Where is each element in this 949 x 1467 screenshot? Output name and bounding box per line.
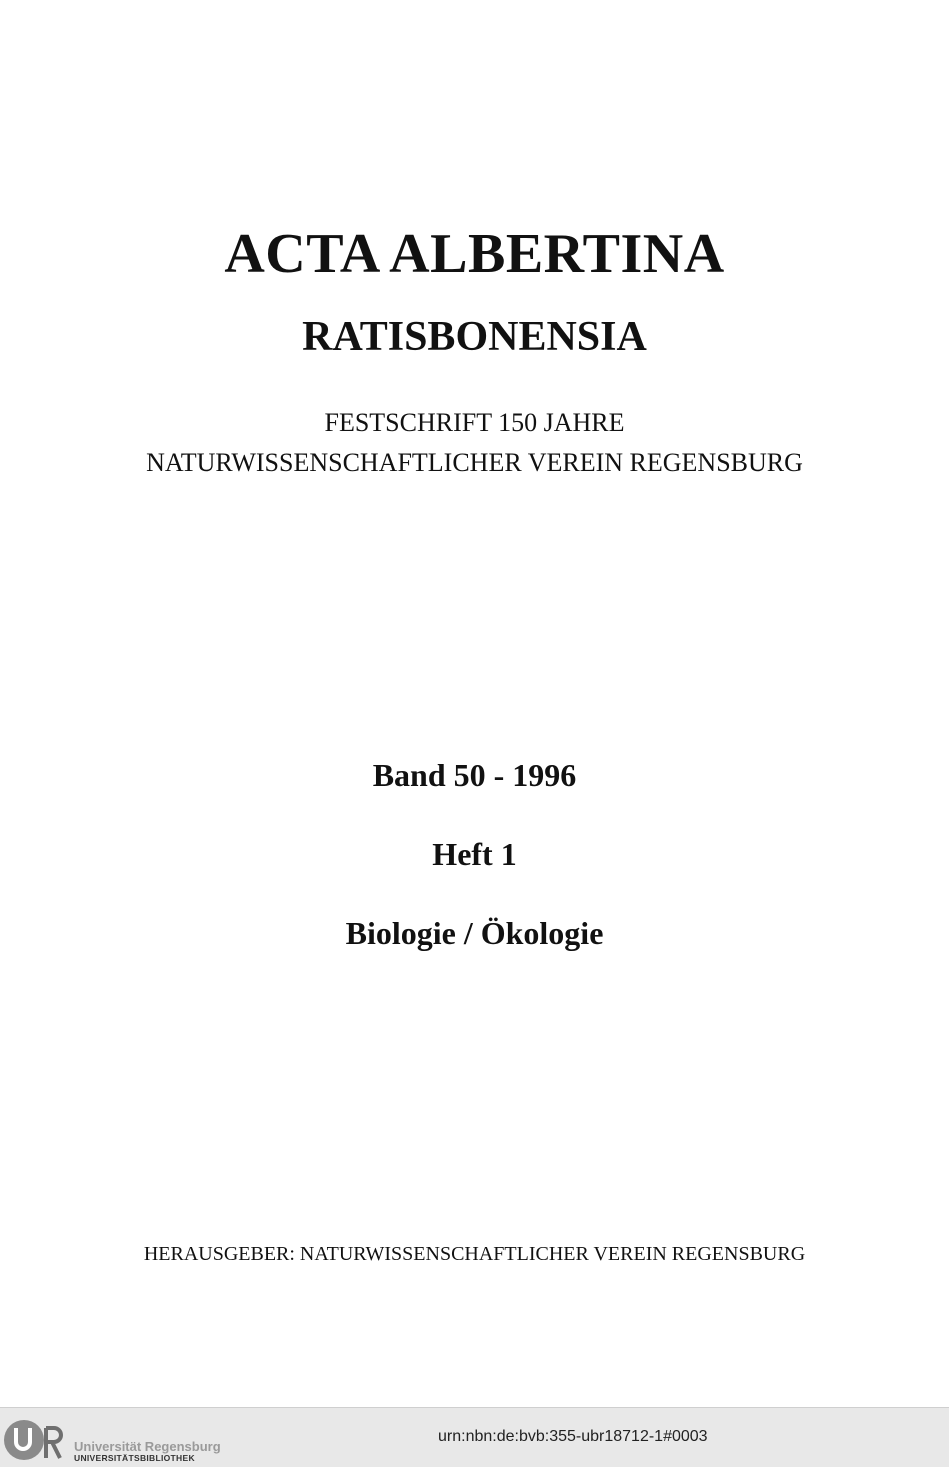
festschrift-line-2: NATURWISSENSCHAFTLICHER VEREIN REGENSBURG bbox=[146, 448, 803, 477]
library-logo bbox=[4, 1412, 221, 1464]
logo-library-name: UNIVERSITÄTSBIBLIOTHEK bbox=[74, 1453, 195, 1463]
journal-title: ACTA ALBERTINA bbox=[224, 223, 725, 285]
university-regensburg-logo-icon bbox=[4, 1418, 64, 1462]
topic-label: Biologie / Ökologie bbox=[345, 915, 604, 951]
festschrift-line-1: FESTSCHRIFT 150 JAHRE bbox=[324, 408, 625, 437]
journal-subtitle: RATISBONENSIA bbox=[302, 314, 647, 360]
footer-bar bbox=[0, 1407, 949, 1467]
volume-label: Band 50 - 1996 bbox=[372, 757, 577, 793]
logo-university-name: Universität Regensburg bbox=[74, 1439, 221, 1454]
publisher-line: HERAUSGEBER: NATURWISSENSCHAFTLICHER VEREIN REGENSBURG bbox=[143, 1243, 806, 1265]
issue-label: Heft 1 bbox=[432, 836, 517, 872]
urn-identifier: urn:nbn:de:bvb:355-ubr18712-1#0003 bbox=[438, 1428, 708, 1445]
